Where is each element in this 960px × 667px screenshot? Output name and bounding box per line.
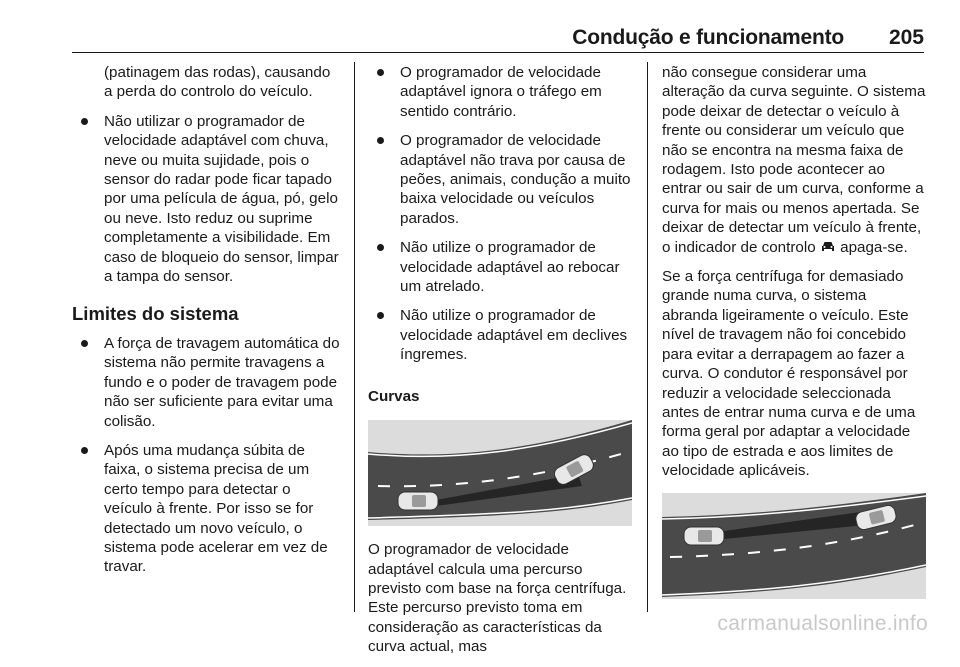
list-item-text: O programador de velocidade adaptável não trava por causa de peões, animais, condução a muito baixa velocidade ou veículos parados. xyxy=(400,132,631,227)
subsection-heading: Curvas xyxy=(368,387,420,405)
list-item-text: Não utilize o programador de velocidade adaptável em declives íngremes. xyxy=(400,307,628,364)
column-3 xyxy=(662,63,926,599)
column-1 xyxy=(72,63,340,587)
curve-illustration xyxy=(368,420,632,526)
page-header xyxy=(72,22,924,53)
list-item-text: Não utilizar o programador de velocidade adaptável com chuva, neve ou muita sujidade, pois o sensor do radar pode ficar tapado por uma película de água, pó, gelo ou neve. Isto reduz ou suprime completamente a visibilidade. Em caso de bloqueio do sensor, limpar a tampa do sensor. xyxy=(104,112,339,286)
continued-text: (patinagem das rodas), causando a perda do controlo do veículo. xyxy=(104,64,331,101)
list-item-text: A força de travagem automática do sistema não permite travagens a fundo e o poder de travagem pode não ser suficiente para evitar uma colisão. xyxy=(104,334,340,430)
bullet-icon xyxy=(377,137,384,144)
bullet-list xyxy=(368,63,632,365)
bullet-icon xyxy=(377,69,384,76)
bullet-icon xyxy=(377,312,384,319)
list-item-text: Não utilize o programador de velocidade adaptável ao rebocar um atrelado. xyxy=(400,239,620,296)
vehicle-ahead-indicator-icon xyxy=(820,240,836,254)
column-2 xyxy=(368,63,632,667)
bullet-icon xyxy=(81,447,88,454)
column-divider xyxy=(354,62,355,612)
bullet-icon xyxy=(81,118,88,125)
list-item xyxy=(368,131,632,228)
paragraph-text: não consegue considerar uma alteração da curva seguinte. O sistema pode deixar de detectar o veículo à frente ou considerar um veículo que não se encontra na mesma faixa de rodagem. Isto pode acontecer ao entrar ou sair de um curva, conforme a curva for mais ou menos apertada. Se deixar de detectar um veículo à frente, o indicador de controlo xyxy=(662,64,926,256)
watermark: carmanualsonline.info xyxy=(717,612,928,635)
list-item-text: O programador de velocidade adaptável ignora o tráfego em sentido contrário. xyxy=(400,64,602,120)
curve-illustration xyxy=(662,493,926,599)
column-divider xyxy=(647,62,648,612)
paragraph: Se a força centrífuga for demasiado grande numa curva, o sistema abranda ligeiramente o veículo. Este nível de travagem não foi concebido para evitar a derrapagem ao fazer a curva. O condutor é responsável por reduzir a velocidade seleccionada antes de entrar numa curva e de uma forma geral por adaptar a velocidade ao tipo de estrada e aos limites de velocidade aplicáveis. xyxy=(662,268,916,480)
section-heading: Limites do sistema xyxy=(72,303,239,325)
bullet-list xyxy=(72,334,340,577)
bullet-list xyxy=(72,112,340,287)
list-item xyxy=(72,112,340,287)
page-number: 205 xyxy=(888,26,924,49)
list-item xyxy=(368,306,632,364)
list-item xyxy=(368,238,632,296)
bullet-icon xyxy=(377,244,384,251)
section-title: Condução e funcionamento xyxy=(572,26,844,49)
paragraph: O programador de velocidade adaptável calcula uma percurso previsto com base na força centrífuga. Este percurso previsto toma em consideração as características da curva actual, mas xyxy=(368,541,627,656)
list-item xyxy=(72,441,340,577)
vehicle-own xyxy=(398,492,438,510)
list-item-text: Após uma mudança súbita de faixa, o sistema precisa de um certo tempo para detectar o veículo à frente. Por isso se for detectado um novo veículo, o sistema pode acelerar em vez de travar. xyxy=(104,441,328,576)
paragraph xyxy=(662,63,926,257)
bullet-icon xyxy=(81,340,88,347)
paragraph-text: apaga-se. xyxy=(840,238,908,256)
list-item xyxy=(72,334,340,431)
vehicle-own xyxy=(684,527,724,545)
list-item xyxy=(368,63,632,121)
